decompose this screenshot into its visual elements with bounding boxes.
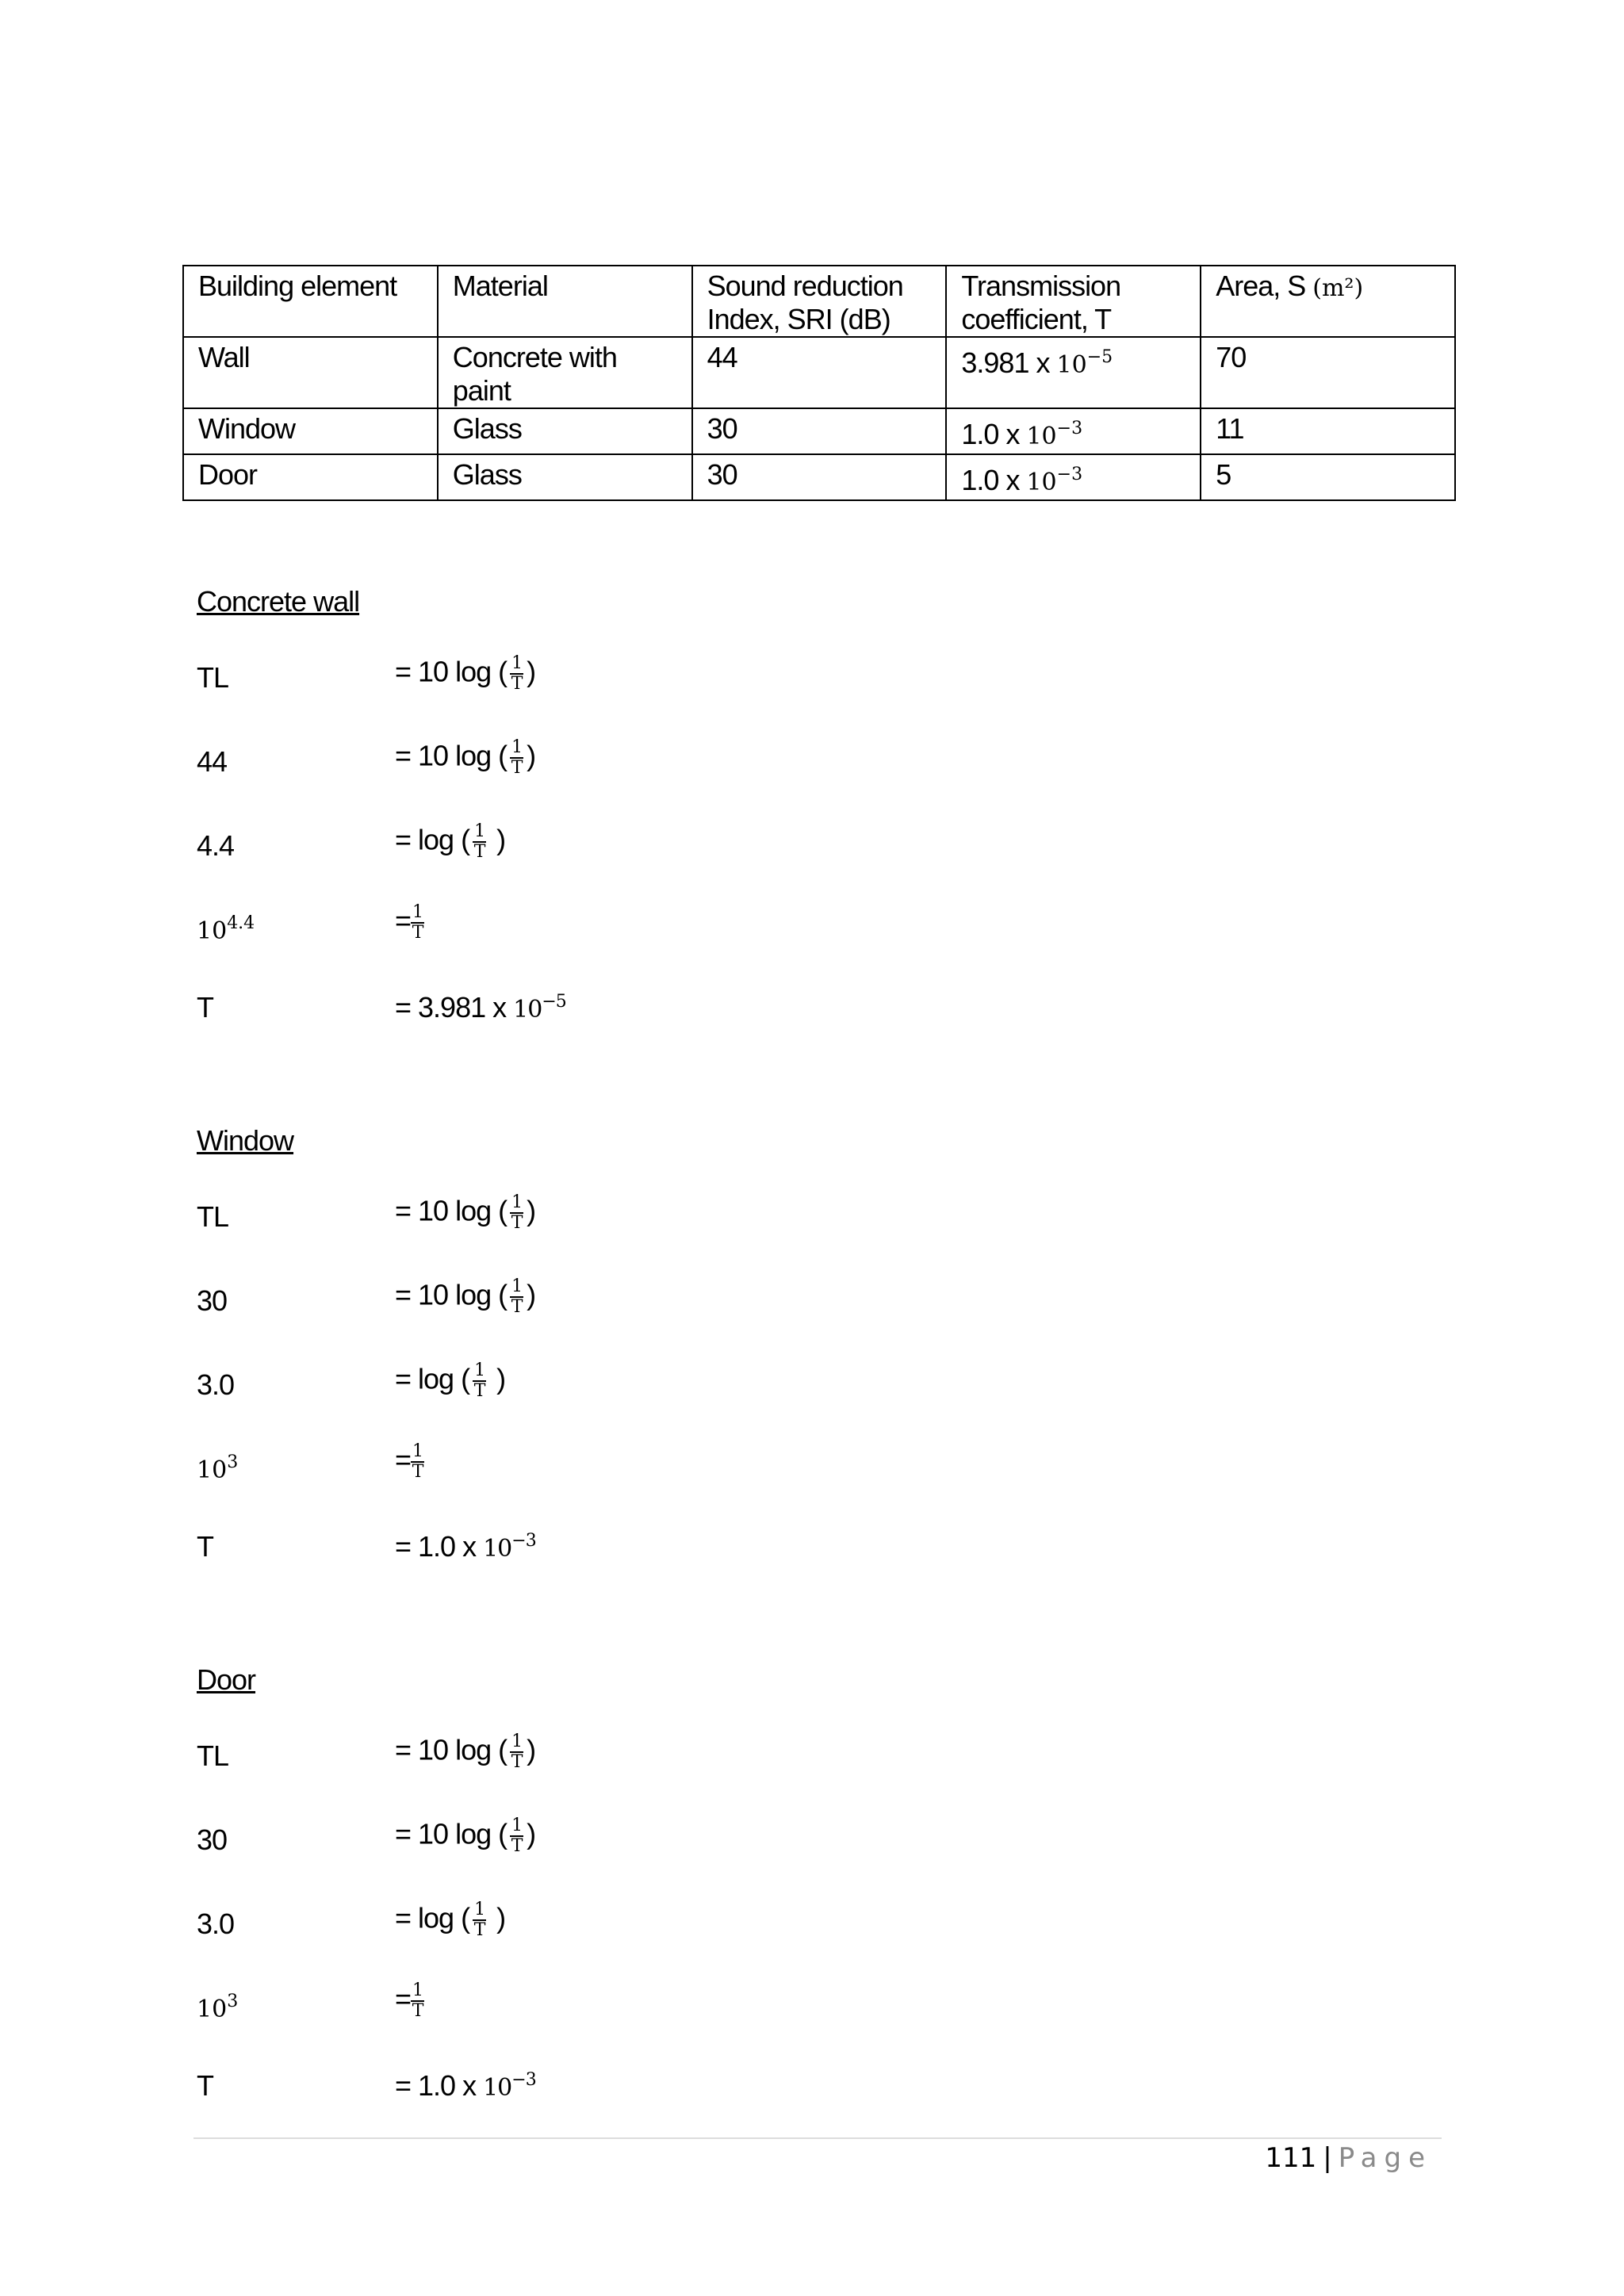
- table-row: [183, 408, 1455, 454]
- fraction: [473, 1362, 486, 1400]
- result-mantissa: = 3.981 x: [395, 991, 507, 1024]
- table-row: [183, 454, 1455, 500]
- step-rhs-result: [395, 991, 566, 1024]
- cell-element: Window: [183, 408, 438, 454]
- footer-divider: [193, 2137, 1442, 2139]
- step-rhs-text: =: [395, 904, 412, 937]
- material-table: [182, 265, 1456, 501]
- result-exponent: −3: [511, 1531, 536, 1551]
- step-rhs-text: = 10 log (: [395, 1733, 508, 1766]
- header-area-unit: (m²): [1312, 274, 1364, 302]
- cell-t-base: $10^{-3}$: [1026, 419, 1083, 450]
- cell-t-mantissa: 1.0 x: [961, 418, 1020, 450]
- fraction: [411, 1443, 424, 1481]
- step-rhs: [395, 1278, 535, 1316]
- paren-close: ): [527, 1194, 536, 1227]
- cell-transmission: [946, 408, 1201, 454]
- step-rhs: [395, 1194, 535, 1232]
- result-exponent: −5: [542, 992, 566, 1012]
- cell-t-base: $10^{-3}$: [1026, 465, 1083, 496]
- header-material: Material: [438, 266, 692, 337]
- fraction-denominator: T: [511, 1213, 523, 1233]
- fraction-numerator: 1: [511, 737, 523, 757]
- paren-close: ): [527, 655, 536, 688]
- step-rhs: [395, 823, 505, 861]
- cell-area: 70: [1201, 337, 1455, 408]
- cell-t-mantissa: 1.0 x: [961, 464, 1020, 496]
- step-rhs-text: = 10 log (: [395, 1194, 508, 1227]
- step-lhs: TL: [197, 1739, 229, 1772]
- step-rhs: [395, 1733, 535, 1771]
- section-title: Concrete wall: [197, 585, 360, 618]
- fraction: [510, 655, 523, 693]
- section-title: Door: [197, 1663, 256, 1696]
- table-row: [183, 337, 1455, 408]
- result-base: $10^{-3}$: [483, 2070, 536, 2102]
- fraction: [510, 1817, 523, 1855]
- step-rhs: [395, 904, 427, 942]
- fraction-denominator: T: [473, 1920, 485, 1940]
- power-exponent: 3: [227, 1452, 239, 1472]
- power-base: 10: [197, 1456, 228, 1484]
- step-lhs-power: [197, 1992, 238, 2023]
- fraction-denominator: T: [511, 1752, 523, 1772]
- step-rhs-text: = log (: [395, 1901, 470, 1934]
- fraction: [510, 1733, 523, 1771]
- page-label: Page: [1338, 2142, 1432, 2174]
- step-rhs-text: =: [395, 1982, 412, 2015]
- result-mantissa: = 1.0 x: [395, 2069, 477, 2102]
- power-base: 10: [197, 917, 228, 945]
- fraction: [411, 904, 424, 942]
- step-rhs-text: =: [395, 1443, 412, 1476]
- cell-element: Wall: [183, 337, 438, 408]
- cell-t-mantissa: 3.981 x: [961, 346, 1050, 379]
- cell-t-exp: −3: [1056, 419, 1083, 438]
- step-lhs: 3.0: [197, 1368, 235, 1401]
- footer-separator: |: [1323, 2142, 1332, 2174]
- step-rhs: [395, 655, 535, 693]
- cell-sri: 30: [692, 454, 947, 500]
- cell-material: Concrete with paint: [438, 337, 692, 408]
- header-area: [1201, 266, 1455, 337]
- paren-close: ): [496, 823, 506, 856]
- page-footer: [1265, 2142, 1432, 2174]
- result-base: $10^{-5}$: [513, 992, 566, 1024]
- cell-sri: 44: [692, 337, 947, 408]
- fraction: [411, 1982, 424, 2020]
- step-lhs: T: [197, 1530, 213, 1563]
- step-lhs: 30: [197, 1823, 228, 1856]
- cell-t-base: $10^{-5}$: [1056, 347, 1113, 379]
- fraction-denominator: T: [473, 1381, 485, 1401]
- result-exponent: −3: [511, 2070, 536, 2090]
- header-sri: Sound reduction Index, SRI (dB): [692, 266, 947, 337]
- step-lhs-power: [197, 913, 255, 945]
- paren-close: ): [527, 1817, 536, 1850]
- fraction-numerator: 1: [511, 1816, 523, 1835]
- page-number: 111: [1265, 2142, 1317, 2174]
- step-lhs: TL: [197, 661, 229, 694]
- step-rhs: [395, 1901, 505, 1939]
- paren-close: ): [527, 1278, 536, 1311]
- step-lhs: 30: [197, 1284, 228, 1317]
- fraction-numerator: 1: [474, 821, 485, 841]
- header-area-label: Area, S: [1216, 270, 1306, 302]
- fraction-numerator: 1: [511, 1732, 523, 1751]
- power-exponent: 3: [227, 1992, 239, 2011]
- result-base: $10^{-3}$: [483, 1531, 536, 1563]
- step-rhs-text: = 10 log (: [395, 655, 508, 688]
- paren-close: ): [496, 1362, 506, 1395]
- paren-close: ): [527, 1733, 536, 1766]
- step-rhs-text: = 10 log (: [395, 739, 508, 772]
- fraction-numerator: 1: [412, 1980, 423, 2000]
- fraction: [473, 823, 486, 861]
- fraction-numerator: 1: [511, 1276, 523, 1296]
- paren-close: ): [496, 1901, 506, 1934]
- cell-transmission: [946, 454, 1201, 500]
- step-rhs: [395, 1817, 535, 1855]
- step-rhs: [395, 1982, 427, 2020]
- fraction-numerator: 1: [474, 1900, 485, 1919]
- cell-area: 11: [1201, 408, 1455, 454]
- cell-t-exp: −3: [1056, 465, 1083, 484]
- step-rhs-result: [395, 1530, 536, 1563]
- table-header-row: [183, 266, 1455, 337]
- header-transmission: Transmission coefficient, T: [946, 266, 1201, 337]
- section-title: Window: [197, 1124, 294, 1157]
- step-lhs: 3.0: [197, 1908, 235, 1940]
- step-rhs: [395, 1362, 505, 1400]
- fraction-numerator: 1: [474, 1360, 485, 1380]
- cell-sri: 30: [692, 408, 947, 454]
- power-exponent: 4.4: [227, 913, 255, 933]
- step-rhs-text: = 10 log (: [395, 1817, 508, 1850]
- fraction-denominator: T: [511, 758, 523, 778]
- fraction-denominator: T: [511, 1836, 523, 1856]
- step-lhs: T: [197, 991, 213, 1024]
- step-rhs-text: = log (: [395, 823, 470, 856]
- fraction-denominator: T: [473, 842, 485, 862]
- result-mantissa: = 1.0 x: [395, 1530, 477, 1563]
- fraction: [510, 1278, 523, 1316]
- fraction: [473, 1901, 486, 1939]
- fraction-numerator: 1: [511, 1192, 523, 1212]
- fraction: [510, 739, 523, 777]
- fraction-denominator: T: [511, 1297, 523, 1317]
- fraction-denominator: T: [511, 674, 523, 694]
- step-rhs: [395, 739, 535, 777]
- cell-transmission: [946, 337, 1201, 408]
- step-lhs: 44: [197, 745, 228, 778]
- cell-t-exp: −5: [1086, 347, 1113, 367]
- step-lhs-power: [197, 1452, 238, 1484]
- fraction-denominator: T: [412, 923, 423, 943]
- cell-element: Door: [183, 454, 438, 500]
- power-base: 10: [197, 1996, 228, 2023]
- fraction-numerator: 1: [412, 1441, 423, 1461]
- fraction-numerator: 1: [511, 653, 523, 673]
- step-rhs-text: = 10 log (: [395, 1278, 508, 1311]
- step-rhs-result: [395, 2069, 536, 2103]
- step-lhs: T: [197, 2069, 213, 2102]
- step-rhs: [395, 1443, 427, 1481]
- step-lhs: TL: [197, 1200, 229, 1233]
- fraction: [510, 1194, 523, 1232]
- fraction-numerator: 1: [412, 902, 423, 922]
- step-rhs-text: = log (: [395, 1362, 470, 1395]
- header-building-element: Building element: [183, 266, 438, 337]
- fraction-denominator: T: [412, 1462, 423, 1482]
- step-lhs: 4.4: [197, 829, 235, 862]
- fraction-denominator: T: [412, 2001, 423, 2021]
- cell-material: Glass: [438, 454, 692, 500]
- cell-material: Glass: [438, 408, 692, 454]
- paren-close: ): [527, 739, 536, 772]
- cell-area: 5: [1201, 454, 1455, 500]
